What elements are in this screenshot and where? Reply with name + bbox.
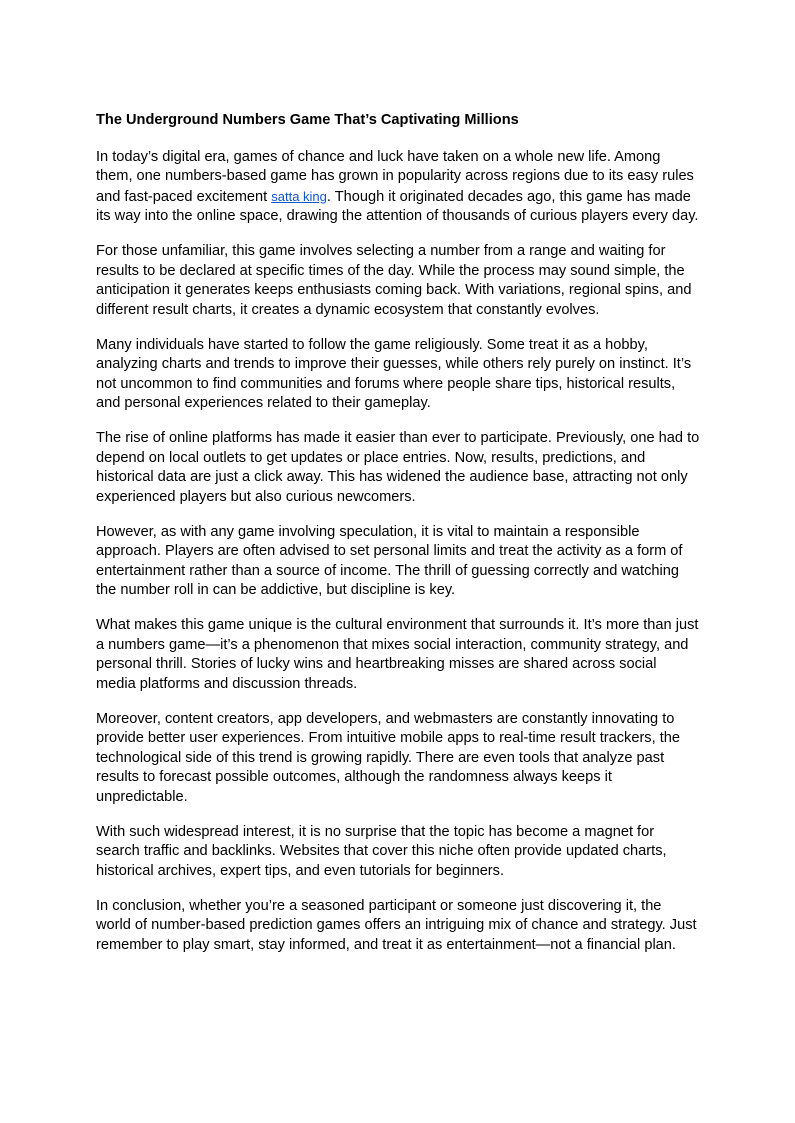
paragraph-search-traffic: With such widespread interest, it is no surprise that the topic has become a magnet for search traffic and backlinks. Websites that cover this niche often provide updated charts, historical archives, expert tips, and even tutorials for beginners. [96,823,667,879]
paragraph-how-it-works: For those unfamiliar, this game involves selecting a number from a range and waiting for results to be declared at specific times of the day. While the process may sound simple, the anticipation it generates keeps enthusiasts coming back. With variations, regional spins, and different result charts, it creates a dynamic ecosystem that constantly evolves. [96,243,692,318]
satta-king-link[interactable]: satta king [271,188,327,204]
paragraph-culture: What makes this game unique is the cultural environment that surrounds it. It’s more than just a numbers game—it’s a phenomenon that mixes social interaction, community strategy, and personal thrill. Stories of lucky wins and heartbreaking misses are shared across social media platforms and discussion threads. [96,617,699,692]
document-title: The Underground Numbers Game That’s Captivating Millions [96,112,519,128]
intro-paragraph [96,148,700,227]
paragraph-responsibility: However, as with any game involving speculation, it is vital to maintain a responsible approach. Players are often advised to set personal limits and treat the activity as a form of entertainment rather than a source of income. The thrill of guessing correctly and watching the number roll in can be addictive, but discipline is key. [96,523,683,598]
paragraph-technology: Moreover, content creators, app developers, and webmasters are constantly innovating to provide better user experiences. From intuitive mobile apps to real-time result trackers, the technological side of this trend is growing rapidly. There are even tools that analyze past results to forecast possible outcomes, although the randomness always keeps it unpredictable. [96,710,680,805]
paragraph-followers: Many individuals have started to follow the game religiously. Some treat it as a hobby, analyzing charts and trends to improve their guesses, while others rely purely on instinct. It’s not uncommon to find communities and forums where people share tips, historical results, and personal experiences related to their gameplay. [96,336,692,411]
paragraph-conclusion: In conclusion, whether you’re a seasoned participant or someone just discovering it, the world of number-based prediction games offers an intriguing mix of chance and strategy. Just remember to play smart, stay informed, and treat it as entertainment—not a financial plan. [96,897,697,953]
intro-text-before-link: In today’s digital era, games of chance and luck have taken on a whole new life. Among them, one numbers-based game has grown in popularity across regions due to its easy rules and fast-paced excitement [96,148,694,205]
paragraph-online-platforms: The rise of online platforms has made it easier than ever to participate. Previously, one had to depend on local outlets to get updates or place entries. Now, results, predictions, and historical data are just a click away. This has widened the audience base, attracting not only experienced players but also curious newcomers. [96,430,700,505]
intro-text-after-link: . Though it originated decades ago, this game has made its way into the online space, drawing the attention of thousands of curious players every day. [96,188,699,224]
document-body [96,111,700,971]
